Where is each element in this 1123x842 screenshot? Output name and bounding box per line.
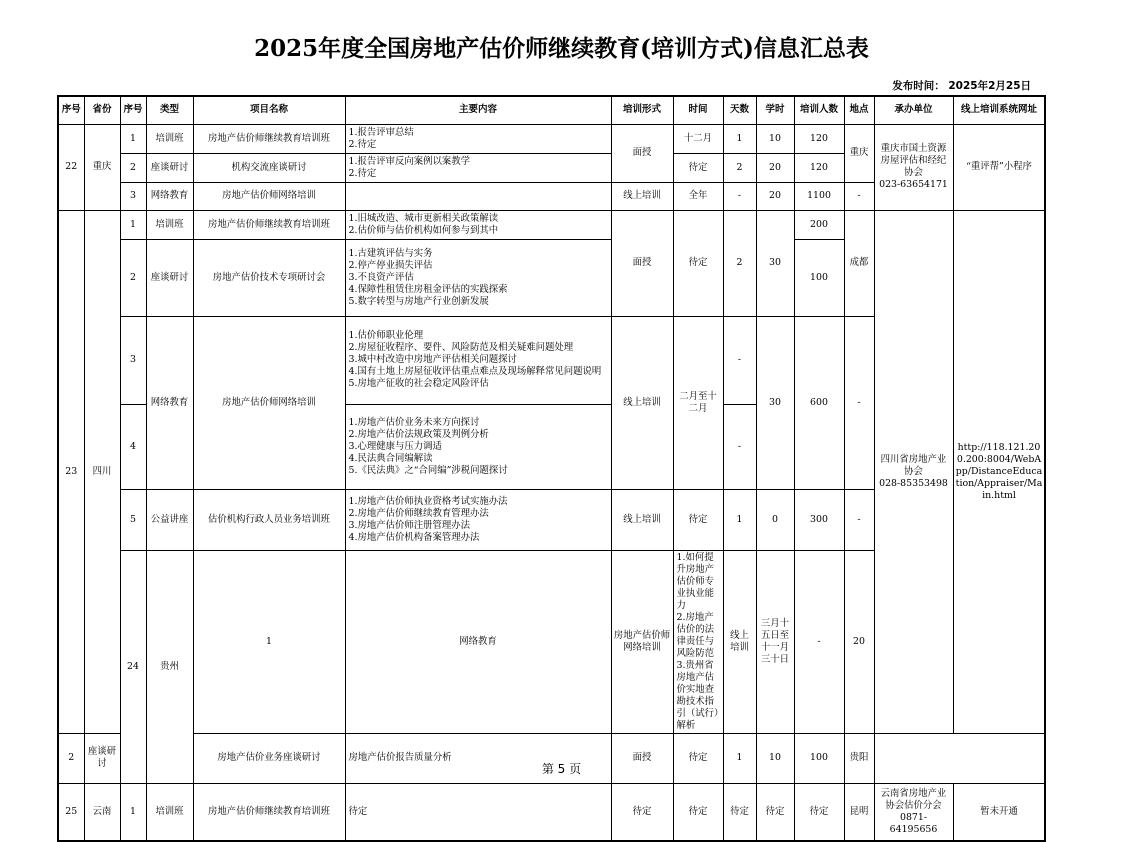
- content-line: 1.古建筑评估与实务: [348, 247, 433, 259]
- days: 2: [723, 153, 756, 182]
- content-line: 2.估价师与估价机构如何参与到其中: [348, 224, 499, 236]
- project-name: 房地产估价师网络培训: [193, 182, 345, 210]
- province: 四川: [84, 210, 120, 733]
- item-index: 1: [193, 550, 345, 733]
- content-line: 1.旧城改造、城市更新相关政策解读: [348, 212, 499, 224]
- item-type: 座谈研讨: [146, 239, 193, 316]
- people: 600: [794, 316, 844, 489]
- item-type: 网络教育: [146, 316, 193, 489]
- days: 待定: [723, 783, 756, 841]
- project-name: 房地产估价师继续教育培训班: [193, 124, 345, 153]
- people: 120: [794, 153, 844, 182]
- header-cell: 项目名称: [193, 96, 345, 124]
- project-name: 房地产估价师网络培训: [611, 550, 673, 733]
- content-line: 4.房地产估价机构备案管理办法: [348, 531, 480, 543]
- item-index: 1: [120, 124, 146, 153]
- content-line: 3.不良资产评估: [348, 271, 414, 283]
- content-line: 1.房地产估价师执业资格考试实施办法: [348, 495, 508, 507]
- item-type: 座谈研讨: [146, 153, 193, 182]
- main-content: [345, 404, 611, 489]
- training-form: 线上培训: [611, 489, 673, 550]
- content-line: 2.待定: [348, 167, 377, 179]
- time: 待定: [673, 783, 723, 841]
- organizer: [874, 210, 953, 733]
- header-cell: 地点: [844, 96, 874, 124]
- people: 100: [794, 733, 844, 783]
- project-name: 房地产估价技术专项研讨会: [193, 239, 345, 316]
- content-line: 5.房地产征收的社会稳定风险评估: [348, 378, 489, 389]
- place: 重庆: [844, 124, 874, 182]
- days: 2: [723, 210, 756, 316]
- content-line: 3.贵州省房地产估价实地查勘技术指引（试行）解析: [676, 659, 719, 731]
- header-cell: 省份: [84, 96, 120, 124]
- item-type: 网络教育: [146, 182, 193, 210]
- training-form: 线上培训: [611, 182, 673, 210]
- hours: 20: [844, 550, 874, 733]
- organizer-line: 四川省房地产业协会: [880, 453, 947, 477]
- place: -: [844, 489, 874, 550]
- main-content: [345, 783, 611, 841]
- content-line: 3.心理健康与压力调适: [348, 440, 442, 452]
- main-content: [345, 489, 611, 550]
- table-row: [58, 783, 1045, 841]
- content-line: 2.房地产估价法规政策及判例分析: [348, 428, 489, 440]
- item-index: 2: [120, 153, 146, 182]
- content-line: 3.房地产估价师注册管理办法: [348, 519, 470, 531]
- item-type: 座谈研讨: [84, 733, 120, 783]
- time: 三月十五日至十一月三十日: [756, 550, 794, 733]
- days: -: [723, 182, 756, 210]
- main-content: [345, 153, 611, 182]
- header-cell: 培训人数: [794, 96, 844, 124]
- training-form: 线上培训: [723, 550, 756, 733]
- header-cell: 类型: [146, 96, 193, 124]
- content-line: 2.房地产估价师继续教育管理办法: [348, 507, 489, 519]
- project-name: 房地产估价师继续教育培训班: [193, 210, 345, 239]
- organizer-line: 重庆市国土资源房屋评估和经纪协会: [880, 143, 947, 178]
- time: 待定: [673, 153, 723, 182]
- header-cell: 序号: [58, 96, 84, 124]
- main-content: [345, 239, 611, 316]
- place: -: [844, 316, 874, 489]
- header-cell: 时间: [673, 96, 723, 124]
- people: 100: [794, 239, 844, 316]
- days: -: [723, 404, 756, 489]
- row-number: 25: [58, 783, 84, 841]
- content-line: 5.数字转型与房地产行业创新发展: [348, 295, 489, 307]
- people: 1100: [794, 182, 844, 210]
- time: 待定: [673, 733, 723, 783]
- content-line: 待定: [348, 805, 368, 817]
- content-line: 4.国有土地上房屋征收评估重点难点及现场解释常见问题说明: [348, 366, 602, 377]
- people: 待定: [794, 783, 844, 841]
- header-row: [58, 96, 1045, 124]
- days: -: [723, 316, 756, 404]
- header-cell: 学时: [756, 96, 794, 124]
- people: 300: [794, 489, 844, 550]
- publish-date: 发布时间： 2025年2月25日: [892, 80, 1031, 92]
- project-name: 机构交流座谈研讨: [193, 153, 345, 182]
- place: 贵阳: [844, 733, 874, 783]
- item-index: 3: [120, 182, 146, 210]
- project-name: 房地产估价师继续教育培训班: [193, 783, 345, 841]
- header-cell: 承办单位: [874, 96, 953, 124]
- header-cell: 序号: [120, 96, 146, 124]
- content-line: 2.房屋征收程序、要件、风险防范及相关疑难问题处理: [348, 342, 574, 353]
- table-row: [58, 210, 1045, 239]
- time: 二月至十二月: [673, 316, 723, 489]
- main-content: [345, 182, 611, 210]
- place: 昆明: [844, 783, 874, 841]
- content-line: 1.报告评审总结: [348, 126, 414, 138]
- item-type: 培训班: [146, 210, 193, 239]
- online-url: “重评帮”小程序: [953, 124, 1045, 210]
- time: 待定: [673, 489, 723, 550]
- organizer-line: 0871-64195656: [889, 811, 938, 835]
- project-name: 房地产估价师网络培训: [193, 316, 345, 489]
- organizer: [874, 124, 953, 210]
- online-url: http://118.121.200.200:8004/WebApp/DistanceEducation/Appraiser/Main.html: [953, 210, 1045, 733]
- training-form: 线上培训: [611, 316, 673, 489]
- content-line: 2.停产停业损失评估: [348, 259, 433, 271]
- organizer-line: 028-85353498: [879, 477, 948, 489]
- header-cell: 线上培训系统网址: [953, 96, 1045, 124]
- main-content: [673, 550, 723, 733]
- hours: 30: [756, 316, 794, 489]
- item-type: 培训班: [146, 783, 193, 841]
- people: 200: [794, 210, 844, 239]
- content-line: 1.房地产估价业务未来方向探讨: [348, 416, 480, 428]
- days: 1: [723, 733, 756, 783]
- row-number: 23: [58, 210, 84, 733]
- item-index: 5: [120, 489, 146, 550]
- organizer: [874, 783, 953, 841]
- time: 十二月: [673, 124, 723, 153]
- row-number: 24: [120, 550, 146, 783]
- place: 成都: [844, 210, 874, 316]
- hours: 20: [756, 182, 794, 210]
- content-line: 4.民法典合同编解读: [348, 452, 433, 464]
- main-content: [345, 210, 611, 239]
- days: 1: [723, 124, 756, 153]
- training-form: 待定: [611, 783, 673, 841]
- hours: 0: [756, 489, 794, 550]
- hours: 20: [756, 153, 794, 182]
- main-content: [345, 124, 611, 153]
- item-type: 培训班: [146, 124, 193, 153]
- hours: 30: [756, 210, 794, 316]
- organizer-line: 云南省房地产业协会估价分会: [880, 787, 947, 811]
- summary-table: [57, 95, 1046, 842]
- province: 重庆: [84, 124, 120, 210]
- main-content: [345, 316, 611, 404]
- people: 120: [794, 124, 844, 153]
- project-name: 估价机构行政人员业务培训班: [193, 489, 345, 550]
- days: -: [794, 550, 844, 733]
- province: 云南: [84, 783, 120, 841]
- hours: 待定: [756, 783, 794, 841]
- content-line: 5.《民法典》之“合同编”涉税问题探讨: [348, 464, 508, 476]
- content-line: 4.保障性租赁住房租金评估的实践探索: [348, 283, 508, 295]
- header-cell: 天数: [723, 96, 756, 124]
- item-index: 2: [120, 239, 146, 316]
- page-title: 2025年度全国房地产估价师继续教育(培训方式)信息汇总表: [254, 35, 869, 62]
- project-name: 房地产估价业务座谈研讨: [193, 733, 345, 783]
- content-line: 1.估价师职业伦理: [348, 330, 424, 341]
- hours: 10: [756, 733, 794, 783]
- table-row: [58, 124, 1045, 153]
- online-url: 暂未开通: [953, 783, 1045, 841]
- province: 贵州: [146, 550, 193, 783]
- days: 1: [723, 489, 756, 550]
- training-form: 面授: [611, 124, 673, 182]
- item-type: 公益讲座: [146, 489, 193, 550]
- hours: 10: [756, 124, 794, 153]
- content-line: 3.城中村改造中房地产评估相关问题探讨: [348, 354, 517, 365]
- item-index: 4: [120, 404, 146, 489]
- item-index: 1: [120, 210, 146, 239]
- row-number: 22: [58, 124, 84, 210]
- item-index: 1: [120, 783, 146, 841]
- organizer-line: 023-63654171: [879, 179, 948, 190]
- time: 待定: [673, 210, 723, 316]
- training-form: 面授: [611, 210, 673, 316]
- header-cell: 主要内容: [345, 96, 611, 124]
- time: 全年: [673, 182, 723, 210]
- training-form: 面授: [611, 733, 673, 783]
- content-line: 2.待定: [348, 138, 377, 150]
- item-index: 3: [120, 316, 146, 404]
- content-line: 1.报告评审反向案例以案教学: [348, 155, 470, 167]
- page-number: 第 5 页: [541, 762, 582, 776]
- place: -: [844, 182, 874, 210]
- item-index: 2: [58, 733, 84, 783]
- content-line: 1.如何提升房地产估价师专业执业能力: [676, 551, 715, 611]
- content-line: 2.房地产估价的法律责任与风险防范: [676, 611, 715, 659]
- item-type: 网络教育: [345, 550, 611, 733]
- content-line: 房地产估价报告质量分析: [348, 752, 452, 763]
- header-cell: 培训形式: [611, 96, 673, 124]
